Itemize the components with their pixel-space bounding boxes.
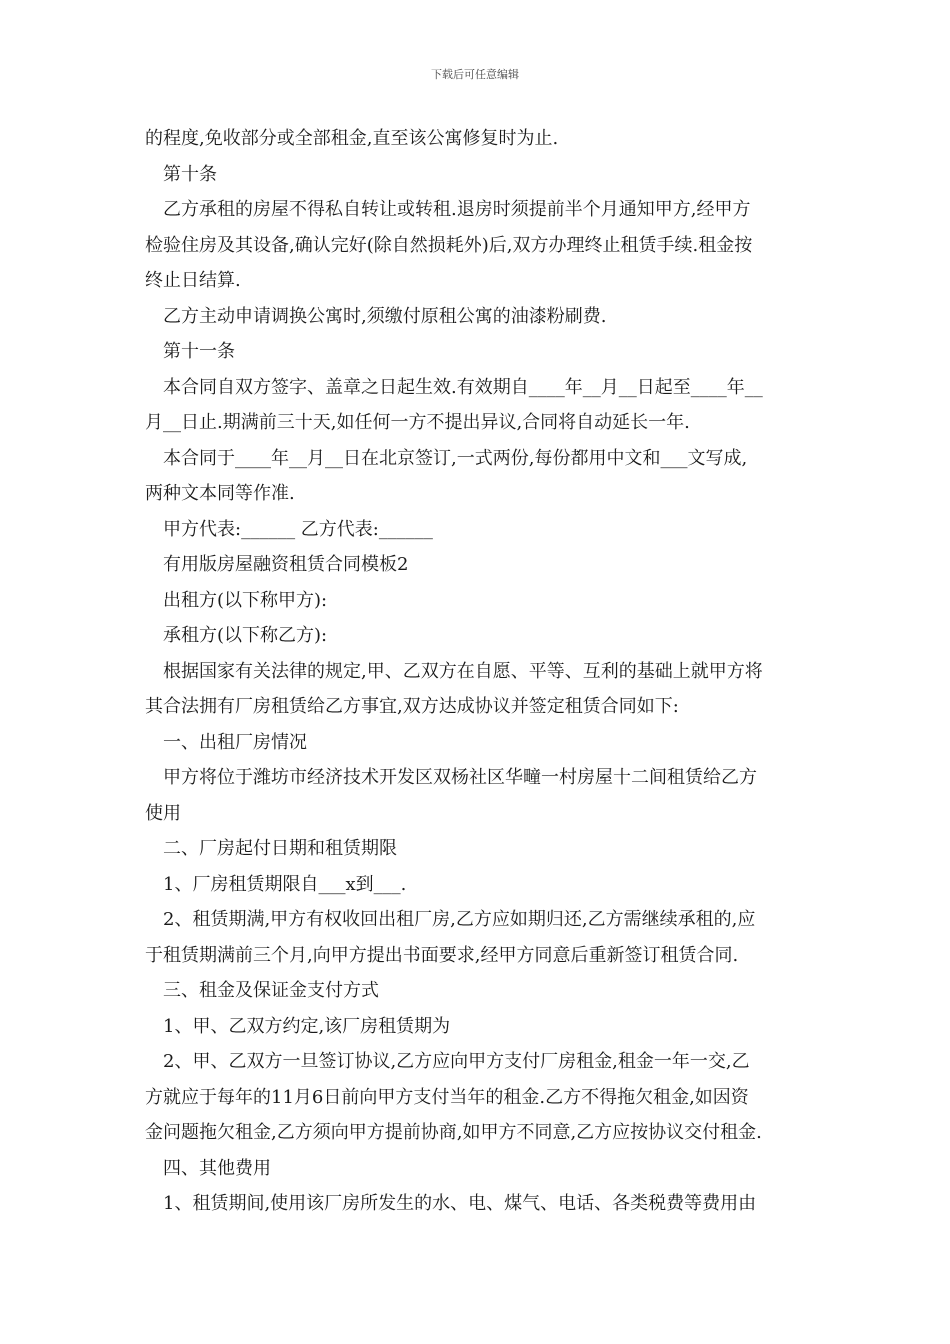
text-line: 月__日止.期满前三十天,如任何一方不提出异议,合同将自动延长一年.	[145, 412, 690, 433]
text-line: 承租方(以下称乙方):	[163, 625, 328, 646]
text-line: 乙方主动申请调换公寓时,须缴付原租公寓的油漆粉刷费.	[163, 305, 607, 327]
text-line: 其合法拥有厂房租赁给乙方事宜,双方达成协议并签定租赁合同如下:	[145, 696, 679, 717]
text-line: 于租赁期满前三个月,向甲方提出书面要求,经甲方同意后重新签订租赁合同.	[145, 944, 739, 966]
text-line: 方就应于每年的11月6日前向甲方支付当年的租金.乙方不得拖欠租金,如因资	[145, 1086, 749, 1108]
text-line: 使用	[145, 802, 181, 824]
text-line: 2、租赁期满,甲方有权收回出租厂房,乙方应如期归还,乙方需继续承租的,应	[163, 909, 756, 930]
text-line: 本合同自双方签字、盖章之日起生效.有效期自____年__月__日起至____年__	[163, 376, 763, 398]
text-line: 甲方将位于潍坊市经济技术开发区双杨社区华疃一村房屋十二间租赁给乙方	[163, 767, 757, 788]
text-line: 两种文本同等作准.	[145, 483, 295, 504]
text-line: 三、租金及保证金支付方式	[163, 980, 379, 1001]
text-line: 2、甲、乙双方一旦签订协议,乙方应向甲方支付厂房租金,租金一年一交,乙	[163, 1051, 750, 1072]
text-line: 甲方代表:______ 乙方代表:______	[163, 518, 433, 540]
text-line: 出租方(以下称甲方):	[163, 589, 328, 611]
text-line: 乙方承租的房屋不得私自转让或转租.退房时须提前半个月通知甲方,经甲方	[163, 199, 751, 220]
text-line: 四、其他费用	[163, 1157, 271, 1179]
text-line: 二、厂房起付日期和租赁期限	[163, 838, 397, 859]
text-line: 第十一条	[163, 341, 235, 362]
page-header: 下载后可任意编辑	[431, 68, 519, 81]
text-line: 第十条	[163, 163, 217, 185]
text-line: 根据国家有关法律的规定,甲、乙双方在自愿、平等、互利的基础上就甲方将	[163, 660, 763, 682]
text-line: 本合同于____年__月__日在北京签订,一式两份,每份都用中文和___文写成,	[163, 447, 748, 469]
document-body	[145, 121, 815, 1222]
text-line: 1、租赁期间,使用该厂房所发生的水、电、煤气、电话、各类税费等费用由	[163, 1193, 757, 1214]
text-line: 有用版房屋融资租赁合同模板2	[163, 554, 409, 575]
text-line: 1、甲、乙双方约定,该厂房租赁期为	[163, 1015, 451, 1037]
text-line: 的程度,免收部分或全部租金,直至该公寓修复时为止.	[145, 128, 559, 149]
text-line: 一、出租厂房情况	[163, 731, 307, 753]
text-line: 终止日结算.	[145, 270, 241, 291]
text-line: 金问题拖欠租金,乙方须向甲方提前协商,如甲方不同意,乙方应按协议交付租金.	[145, 1122, 762, 1143]
text-line: 1、厂房租赁期限自___x到___.	[163, 873, 407, 895]
text-line: 检验住房及其设备,确认完好(除自然损耗外)后,双方办理终止租赁手续.租金按	[145, 234, 753, 256]
